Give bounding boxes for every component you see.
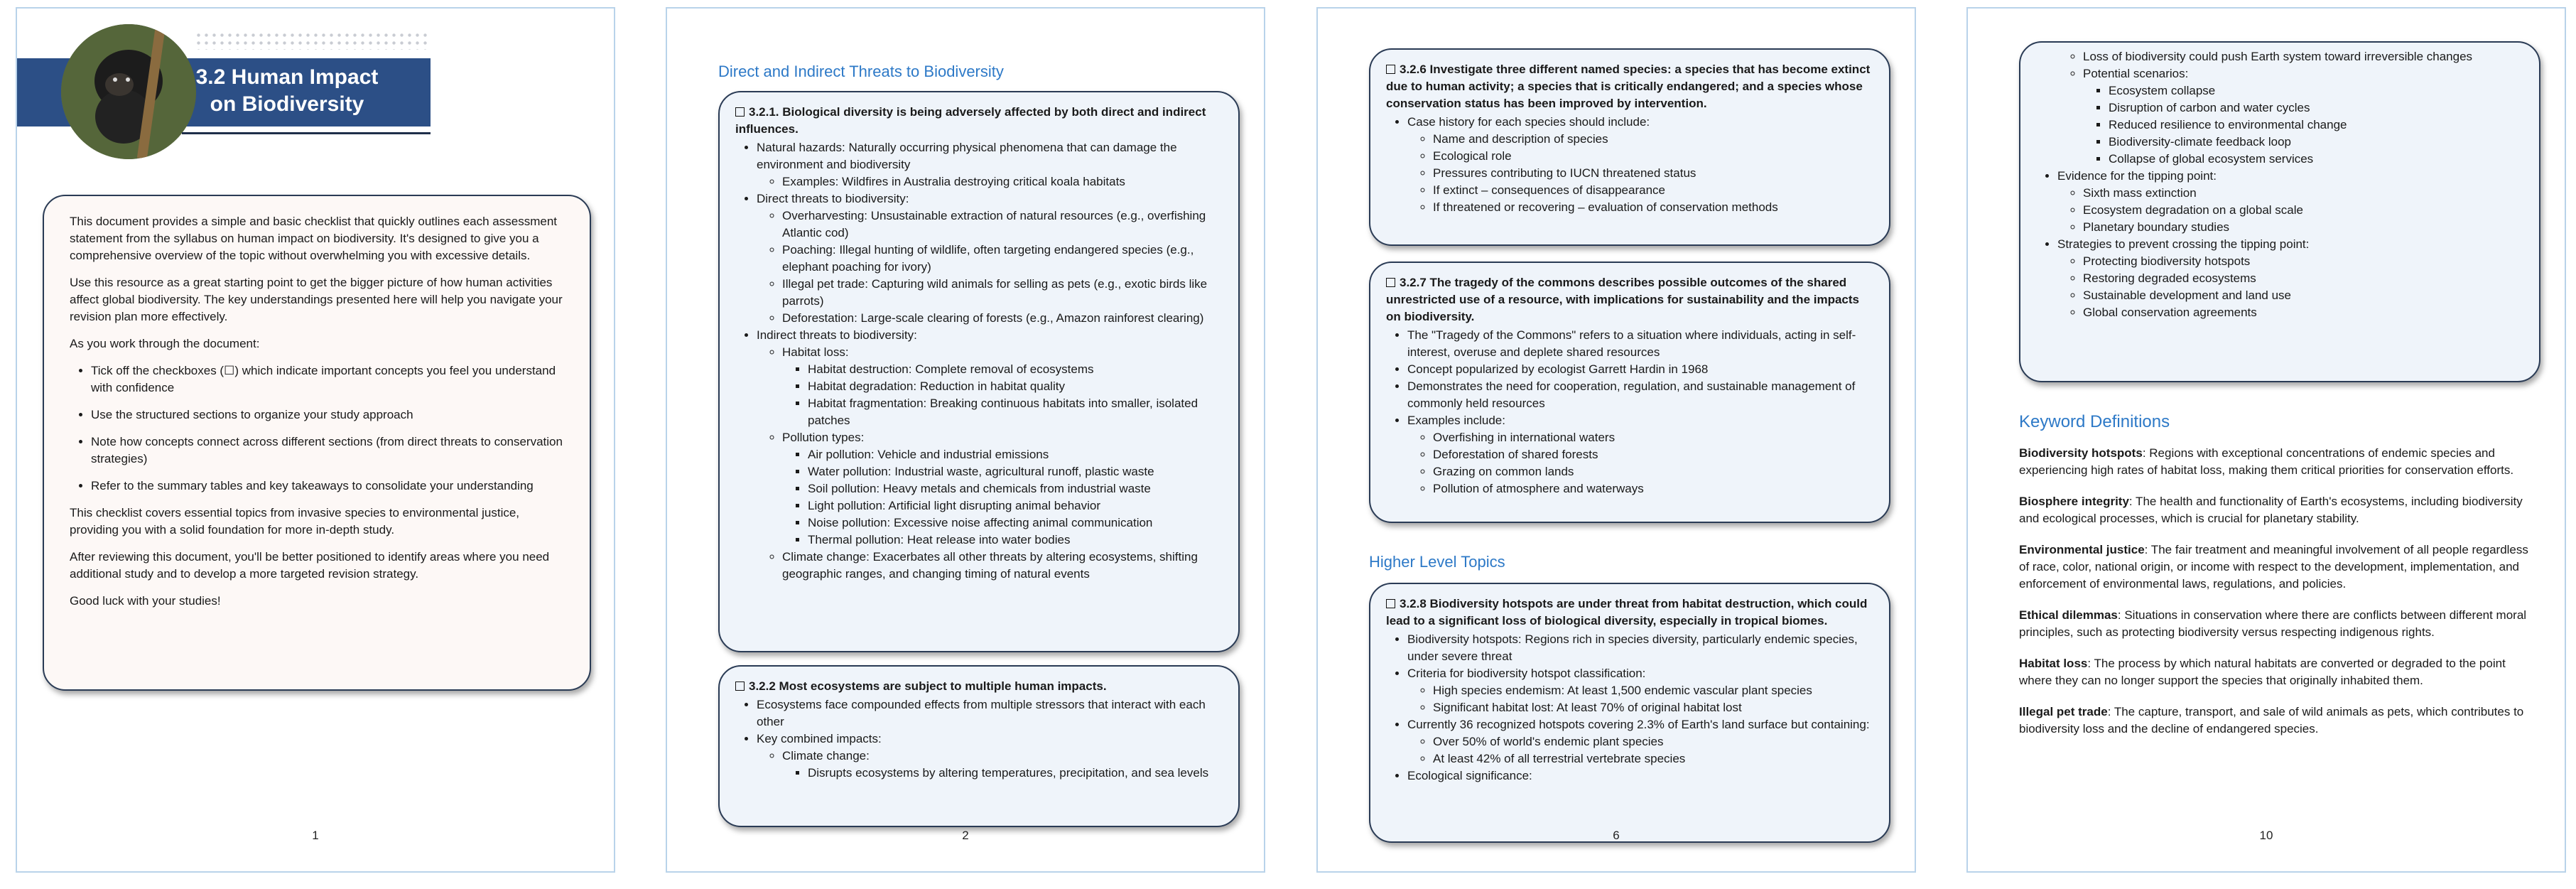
checklist-box-3-2-2 xyxy=(718,665,1240,827)
list-item: • Evidence for the tipping point: ◦ Sixth mass extinction ◦ Ecosystem degradation on a global scale ◦ Planetary boundary studies xyxy=(2057,168,2522,236)
list-item: ◦ Pollution types: ▪ Air pollution: Vehicle and industrial emissions ▪ Water pollution: Industrial waste, agricultural runoff, plastic waste ▪ Soil pollution: Heavy metals and chemicals from industrial waste ▪ Light pollution: Artificial light disrupting animal behavior ▪ Noise pollution: Excessive noise affecting animal communication ▪ Thermal pollution: Heat release into water bodies xyxy=(782,429,1221,549)
intro-box xyxy=(43,195,591,691)
list-item: • Case history for each species should include: ◦ Name and description of species ◦ Ecological role ◦ Pressures contributing to IUCN threatened status ◦ If extinct – consequences of disappearance ◦ If threatened or recovering – evaluation of conservation methods xyxy=(1407,114,1872,216)
checklist-box-continued xyxy=(2019,41,2540,382)
list-item: ◦ If threatened or recovering – evaluation of conservation methods xyxy=(1433,199,1872,216)
list-item: ◦ Sixth mass extinction xyxy=(2083,185,2522,202)
list-item: • Ecosystems face compounded effects from multiple stressors that interact with each other xyxy=(757,696,1221,731)
list-item: • Use the structured sections to organize your study approach xyxy=(91,406,564,424)
list-item: ▪ Habitat destruction: Complete removal of ecosystems xyxy=(808,361,1221,378)
intro-paragraph: After reviewing this document, you'll be better positioned to identify areas where you need additional study and to develop a more targeted revision strategy. xyxy=(70,550,550,581)
list-item: ◦ Illegal pet trade: Capturing wild animals for selling as pets (e.g., exotic birds like parrots) xyxy=(782,276,1221,310)
page-3 xyxy=(1316,7,1916,873)
list-item: ▪ Collapse of global ecosystem services xyxy=(2109,151,2522,168)
page-number: 10 xyxy=(2259,829,2273,842)
keyword-definition: Biosphere integrity: The health and functionality of Earth's ecosystems, including biodiversity and ecological processes, which is crucial for planetary stability. xyxy=(2019,495,2523,525)
list-item: ◦ Ecosystem degradation on a global scale xyxy=(2083,202,2522,219)
checkbox-icon[interactable] xyxy=(735,681,745,691)
keyword-definition: Ethical dilemmas: Situations in conservation where there are conflicts between different moral principles, such as protecting biodiversity versus respecting indigenous rights. xyxy=(2019,608,2527,639)
list-item: ▪ Habitat fragmentation: Breaking continuous habitats into smaller, isolated patches xyxy=(808,395,1221,429)
list-item: ◦ Global conservation agreements xyxy=(2083,304,2522,321)
list-item: ◦ Poaching: Illegal hunting of wildlife, often targeting endangered species (e.g., elephant poaching for ivory) xyxy=(782,242,1221,276)
keyword-definition: Habitat loss: The process by which natural habitats are converted or degraded to the point where they can no longer support the species that originally inhabited them. xyxy=(2019,657,2506,687)
list-item: ◦ Sustainable development and land use xyxy=(2083,287,2522,304)
list-item: • Examples include: ◦ Overfishing in international waters ◦ Deforestation of shared forests ◦ Grazing on common lands ◦ Pollution of atmosphere and waterways xyxy=(1407,412,1872,497)
list-item: ◦ Grazing on common lands xyxy=(1433,463,1872,480)
list-item: ◦ Loss of biodiversity could push Earth system toward irreversible changes xyxy=(2083,48,2522,65)
list-item: ◦ Overharvesting: Unsustainable extraction of natural resources (e.g., overfishing Atlantic cod) xyxy=(782,208,1221,242)
list-item: ◦ Pollution of atmosphere and waterways xyxy=(1433,480,1872,497)
checkbox-icon[interactable] xyxy=(1386,599,1395,608)
item-heading: 3.2.7 The tragedy of the commons describes possible outcomes of the shared unrestricted use of a resource, with implications for sustainability and the impacts on biodiversity. xyxy=(1386,276,1859,323)
list-item: • Direct threats to biodiversity: ◦ Overharvesting: Unsustainable extraction of natural resources (e.g., overfishing Atlantic cod) ◦ Poaching: Illegal hunting of wildlife, often targeting endangered species (e.g., elephant poaching for ivory) ◦ Illegal pet trade: Capturing wild animals for selling as pets (e.g., exotic birds like parrots) ◦ Deforestation: Large-scale clearing of forests (e.g., Amazon rainforest clearing) xyxy=(757,190,1221,327)
page-number: 2 xyxy=(962,829,969,842)
list-item: ◦ Deforestation of shared forests xyxy=(1433,446,1872,463)
checklist-box-3-2-6 xyxy=(1369,48,1890,246)
list-item: ◦ Deforestation: Large-scale clearing of forests (e.g., Amazon rainforest clearing) xyxy=(782,310,1221,327)
intro-paragraph: Use this resource as a great starting point to get the bigger picture of how human activities affect global biodiversity. The key understandings presented here will help you navigate your revision plan more effectively. xyxy=(70,276,563,323)
keyword-definitions-heading: Keyword Definitions xyxy=(2019,412,2170,431)
list-item: ◦ Climate change: Exacerbates all other threats by altering ecosystems, shifting geographic ranges, and changing timing of natural events xyxy=(782,549,1221,583)
keyword-definitions xyxy=(2019,445,2538,752)
list-item: • Biodiversity hotspots: Regions rich in species diversity, particularly endemic species, under severe threat xyxy=(1407,631,1872,665)
list-item: • Natural hazards: Naturally occurring physical phenomena that can damage the environment and biodiversity ◦ Examples: Wildfires in Australia destroying critical koala habitats xyxy=(757,139,1221,190)
page-title: 3.2 Human Impact on Biodiversity xyxy=(195,65,379,116)
intro-paragraph: This document provides a simple and basic checklist that quickly outlines each assessment statement from the syllabus on human impact on biodiversity. It's designed to give you a comprehensive overview of the topic without overwhelming you with excessive details. xyxy=(70,215,558,262)
list-item: ◦ Protecting biodiversity hotspots xyxy=(2083,253,2522,270)
list-item: ▪ Biodiversity-climate feedback loop xyxy=(2109,134,2522,151)
list-item: ▪ Noise pollution: Excessive noise affecting animal communication xyxy=(808,514,1221,532)
list-item: ▪ Soil pollution: Heavy metals and chemicals from industrial waste xyxy=(808,480,1221,497)
list-item: ◦ Over 50% of world's endemic plant species xyxy=(1433,733,1872,750)
intro-paragraph: This checklist covers essential topics from invasive species to environmental justice, providing you with a solid foundation for more in-depth study. xyxy=(70,506,520,537)
intro-paragraph: As you work through the document: xyxy=(70,337,260,350)
intro-bullet-list xyxy=(70,362,564,495)
list-item: ◦ Ecological role xyxy=(1433,148,1872,165)
list-item: ◦ High species endemism: At least 1,500 endemic vascular plant species xyxy=(1433,682,1872,699)
keyword-definition: Environmental justice: The fair treatment and meaningful involvement of all people regardless of race, color, national origin, or income with respect to the development, implementation, and enforcement of environmental laws, regulations, and policies. xyxy=(2019,543,2528,591)
list-item: • Ecological significance: xyxy=(1407,767,1872,785)
page-2 xyxy=(666,7,1265,873)
list-item: • Refer to the summary tables and key takeaways to consolidate your understanding xyxy=(91,478,564,495)
title-underline xyxy=(182,132,431,134)
list-item: • Key combined impacts: ◦ Climate change: ▪ Disrupts ecosystems by altering temperatures, precipitation, and sea levels xyxy=(757,731,1221,782)
list-item: • Indirect threats to biodiversity: ◦ Habitat loss: ▪ Habitat destruction: Complete removal of ecosystems ▪ Habitat degradation: Reduction in habitat quality ▪ Habitat fragmentation: Breaking continuous habitats into smaller, isolated patches ◦ Pollution types: ▪ Air pollution: Vehicle and industrial emissions ▪ Water pollution: Industrial waste, agricultural runoff, plastic waste ▪ Soil pollution: Heavy metals and chemicals from industrial waste ▪ Light pollution: Artificial light disrupting animal behavior ▪ Noise pollution: Excessive noise affecting animal communication ▪ Thermal pollution: Heat release into water bodies ◦ Climate change: Exacerbates all other threats by altering ecosystems, shifting geographic ranges, and changing timing of natural events xyxy=(757,327,1221,583)
list-item: • Concept popularized by ecologist Garrett Hardin in 1968 xyxy=(1407,361,1872,378)
list-item: • The "Tragedy of the Commons" refers to a situation where individuals, acting in self-interest, overuse and deplete shared resources xyxy=(1407,327,1872,361)
list-item: ◦ At least 42% of all terrestrial vertebrate species xyxy=(1433,750,1872,767)
list-item: ▪ Ecosystem collapse xyxy=(2109,82,2522,99)
list-item: • Note how concepts connect across different sections (from direct threats to conservation strategies) xyxy=(91,433,564,468)
item-heading: 3.2.1. Biological diversity is being adversely affected by both direct and indirect influences. xyxy=(735,105,1206,136)
list-item: ◦ Overfishing in international waters xyxy=(1433,429,1872,446)
list-item: ▪ Reduced resilience to environmental change xyxy=(2109,117,2522,134)
list-item: ▪ Disruption of carbon and water cycles xyxy=(2109,99,2522,117)
page-number: 6 xyxy=(1613,829,1620,842)
list-item: • Currently 36 recognized hotspots covering 2.3% of Earth's land surface but containing: ◦ Over 50% of world's endemic plant species ◦ At least 42% of all terrestrial vertebrate species xyxy=(1407,716,1872,767)
list-item: ◦ Habitat loss: ▪ Habitat destruction: Complete removal of ecosystems ▪ Habitat degradation: Reduction in habitat quality ▪ Habitat fragmentation: Breaking continuous habitats into smaller, isolated patches xyxy=(782,344,1221,429)
section-heading: Higher Level Topics xyxy=(1369,553,1505,571)
list-item: ◦ Pressures contributing to IUCN threatened status xyxy=(1433,165,1872,182)
list-item: ◦ Restoring degraded ecosystems xyxy=(2083,270,2522,287)
checkbox-icon[interactable] xyxy=(735,107,745,117)
checklist-box-3-2-8 xyxy=(1369,583,1890,843)
list-item: ▪ Thermal pollution: Heat release into water bodies xyxy=(808,532,1221,549)
checkbox-icon[interactable] xyxy=(1386,65,1395,74)
page-number: 1 xyxy=(312,829,319,842)
list-item: • Demonstrates the need for cooperation, regulation, and sustainable management of commonly held resources xyxy=(1407,378,1872,412)
checklist-box-3-2-1 xyxy=(718,91,1240,652)
item-heading: 3.2.2 Most ecosystems are subject to multiple human impacts. xyxy=(749,679,1107,693)
list-item: • Tick off the checkboxes (☐) which indicate important concepts you feel you understand with confidence xyxy=(91,362,564,397)
list-item: ◦ Significant habitat lost: At least 70% of original habitat lost xyxy=(1433,699,1872,716)
list-item: ◦ Examples: Wildfires in Australia destroying critical koala habitats xyxy=(782,173,1221,190)
page-4 xyxy=(1966,7,2566,873)
list-item: ◦ If extinct – consequences of disappearance xyxy=(1433,182,1872,199)
item-heading: 3.2.6 Investigate three different named species: a species that has become extinct due to human activity; a species that is critically endangered; and a species whose conservation status has been improved by intervention. xyxy=(1386,63,1871,110)
decorative-dots xyxy=(195,31,429,50)
list-item: ▪ Water pollution: Industrial waste, agricultural runoff, plastic waste xyxy=(808,463,1221,480)
list-item: ▪ Light pollution: Artificial light disrupting animal behavior xyxy=(808,497,1221,514)
keyword-definition: Illegal pet trade: The capture, transport, and sale of wild animals as pets, which contributes to biodiversity loss and the decline of endangered species. xyxy=(2019,705,2524,736)
list-item: ◦ Planetary boundary studies xyxy=(2083,219,2522,236)
list-item: ▪ Air pollution: Vehicle and industrial emissions xyxy=(808,446,1221,463)
list-item: ▪ Disrupts ecosystems by altering temperatures, precipitation, and sea levels xyxy=(808,765,1221,782)
list-item: • Criteria for biodiversity hotspot classification: ◦ High species endemism: At least 1,500 endemic vascular plant species ◦ Significant habitat lost: At least 70% of original habitat lost xyxy=(1407,665,1872,716)
keyword-definition: Biodiversity hotspots: Regions with exceptional concentrations of endemic species and experiencing high rates of habitat loss, making them critical priorities for conservation efforts. xyxy=(2019,446,2514,477)
list-item: • Strategies to prevent crossing the tipping point: ◦ Protecting biodiversity hotspots ◦ Restoring degraded ecosystems ◦ Sustainable development and land use ◦ Global conservation agreements xyxy=(2057,236,2522,321)
list-item: ◦ Name and description of species xyxy=(1433,131,1872,148)
checklist-box-3-2-7 xyxy=(1369,262,1890,523)
page-1 xyxy=(16,7,615,873)
list-item: ◦ Potential scenarios: ▪ Ecosystem collapse ▪ Disruption of carbon and water cycles ▪ Reduced resilience to environmental change ▪ Biodiversity-climate feedback loop ▪ Collapse of global ecosystem services xyxy=(2083,65,2522,168)
section-heading: Direct and Indirect Threats to Biodiversity xyxy=(718,63,1004,80)
list-item: ▪ Habitat degradation: Reduction in habitat quality xyxy=(808,378,1221,395)
item-heading: 3.2.8 Biodiversity hotspots are under threat from habitat destruction, which could lead to a significant loss of biological diversity, especially in tropical biomes. xyxy=(1386,597,1868,627)
gorilla-photo xyxy=(61,24,196,159)
checkbox-icon[interactable] xyxy=(1386,278,1395,287)
gorilla-image-icon xyxy=(61,24,196,159)
intro-paragraph: Good luck with your studies! xyxy=(70,594,221,608)
list-item: ◦ Climate change: ▪ Disrupts ecosystems by altering temperatures, precipitation, and sea levels xyxy=(782,748,1221,782)
list-item xyxy=(2057,48,2522,168)
